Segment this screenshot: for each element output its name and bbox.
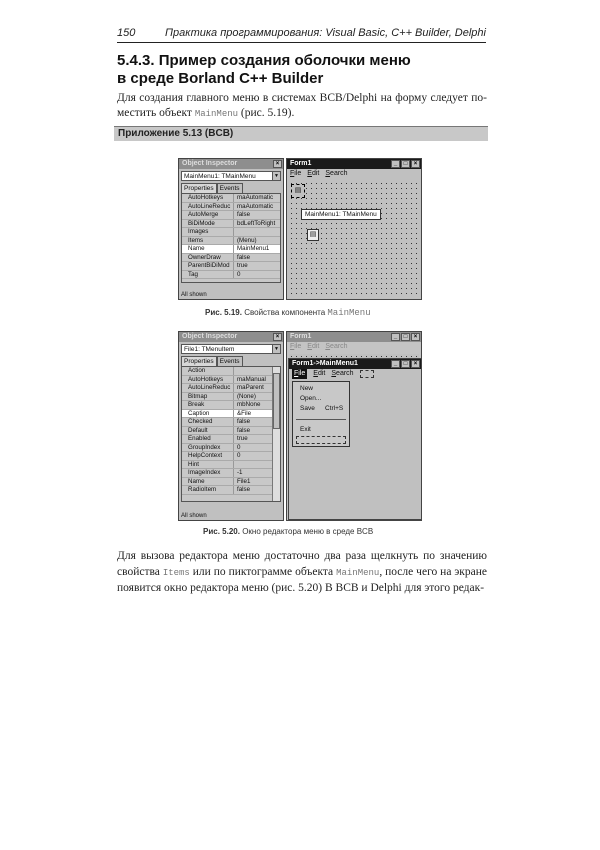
menu-item-new[interactable]: New — [300, 385, 314, 392]
scrollbar[interactable] — [272, 367, 280, 501]
tab-events[interactable]: Events — [217, 183, 243, 193]
menu-item-open[interactable]: Open... — [300, 395, 322, 402]
property-value[interactable]: (None) — [237, 392, 256, 400]
property-value[interactable]: maAutomatic — [237, 202, 274, 210]
property-row[interactable] — [182, 220, 280, 229]
property-value[interactable]: false — [237, 486, 251, 493]
menu-editor-window — [288, 358, 422, 520]
object-inspector-2 — [178, 331, 284, 521]
property-name: Checked — [182, 418, 234, 426]
maximize-icon[interactable]: □ — [401, 160, 410, 168]
property-row[interactable] — [182, 427, 280, 436]
code-items: Items — [162, 567, 190, 578]
form-title-bar: Form1 _ □ × — [287, 332, 421, 342]
property-value[interactable]: false — [237, 211, 251, 218]
paragraph-1: Для создания главного меню в системах BCB/Delphi на форму следует по-местить объект MainMenu (рис. 5.19). — [117, 92, 487, 119]
property-value[interactable]: 0 — [237, 443, 241, 451]
menu-item-exit[interactable]: Exit — [300, 426, 311, 433]
page-header — [117, 27, 486, 43]
tab-properties[interactable]: Properties — [181, 183, 217, 193]
cursor-icon: ▤ — [307, 229, 319, 241]
tab-properties[interactable]: Properties — [181, 356, 217, 366]
inspector-title-bar: Object Inspector × — [179, 332, 283, 342]
property-name: ParentBiDiMod — [182, 262, 234, 270]
component-combo[interactable]: File1: TMenuItem ▼ — [181, 344, 281, 354]
close-icon[interactable]: × — [411, 160, 420, 168]
menu-item-save[interactable]: Save — [300, 405, 315, 412]
status-text: All shown — [181, 513, 207, 519]
property-value[interactable]: &File — [237, 409, 252, 417]
property-name: RadioItem — [182, 486, 234, 494]
property-grid — [181, 193, 281, 283]
property-value[interactable]: -1 — [237, 469, 243, 476]
property-value[interactable]: false — [237, 426, 251, 434]
property-name: AutoLineReduc — [182, 203, 234, 211]
menu-file[interactable]: File — [290, 343, 302, 350]
property-name: Caption — [182, 410, 234, 418]
menu-file[interactable]: File — [290, 170, 302, 177]
property-value[interactable]: 0 — [237, 452, 241, 459]
property-row[interactable] — [182, 435, 280, 444]
property-row[interactable] — [182, 444, 280, 453]
property-row[interactable] — [182, 401, 280, 410]
property-name: AutoHotkeys — [182, 376, 234, 384]
property-row[interactable] — [182, 384, 280, 393]
property-row[interactable] — [182, 469, 280, 478]
menu-placeholder[interactable] — [360, 370, 374, 378]
menu-search[interactable]: Search — [325, 170, 348, 177]
property-name: Bitmap — [182, 393, 234, 401]
maximize-icon[interactable]: □ — [401, 333, 410, 341]
menu-edit[interactable]: Edit — [313, 370, 326, 377]
property-name: Name — [182, 245, 234, 253]
property-row[interactable] — [182, 262, 280, 271]
hint-tooltip: MainMenu1: TMainMenu — [301, 209, 381, 220]
figure-2-caption: Рис. 5.20. Окно редактора меню в среде BCB — [203, 527, 374, 536]
property-value[interactable]: false — [237, 418, 251, 425]
code-mainmenu: MainMenu — [336, 567, 380, 578]
property-value[interactable]: maAutomatic — [237, 194, 274, 201]
property-value[interactable]: maManual — [237, 375, 266, 383]
property-row[interactable] — [182, 254, 280, 263]
property-value[interactable]: mbNone — [237, 401, 261, 408]
property-row[interactable] — [182, 410, 280, 419]
close-icon[interactable]: × — [411, 360, 420, 368]
menu-edit[interactable]: Edit — [307, 343, 320, 350]
property-value[interactable]: true — [237, 262, 248, 269]
editor-menu-bar — [289, 369, 421, 379]
property-row[interactable] — [182, 228, 280, 237]
property-row[interactable] — [182, 237, 280, 246]
status-text: All shown — [181, 292, 207, 298]
property-name: Hint — [182, 461, 234, 469]
component-combo[interactable]: MainMenu1: TMainMenu ▼ — [181, 171, 281, 181]
menu-search[interactable]: Search — [325, 343, 348, 350]
menu-search[interactable]: Search — [331, 370, 354, 377]
property-value[interactable]: true — [237, 435, 248, 442]
property-name: Enabled — [182, 435, 234, 443]
property-name: OwnerDraw — [182, 254, 234, 262]
inspector-title-bar: Object Inspector × — [179, 159, 283, 169]
property-name: Break — [182, 401, 234, 409]
property-value[interactable]: bdLeftToRight — [237, 219, 276, 227]
property-name: HelpContext — [182, 452, 234, 460]
property-name: Images — [182, 228, 234, 236]
menu-edit[interactable]: Edit — [307, 170, 320, 177]
page-number: 150 — [117, 27, 136, 39]
maximize-icon[interactable]: □ — [401, 360, 410, 368]
close-icon[interactable]: × — [273, 160, 282, 168]
property-row[interactable] — [182, 367, 280, 376]
chevron-down-icon[interactable]: ▼ — [272, 345, 280, 353]
property-name: GroupIndex — [182, 444, 234, 452]
scroll-thumb[interactable] — [273, 373, 280, 429]
property-row[interactable] — [182, 376, 280, 385]
property-row[interactable] — [182, 211, 280, 220]
form1-window — [286, 158, 422, 300]
property-name: Items — [182, 237, 234, 245]
property-grid — [181, 366, 281, 502]
minimize-icon[interactable]: _ — [391, 360, 400, 368]
close-icon[interactable]: × — [273, 333, 282, 341]
property-row[interactable] — [182, 203, 280, 212]
menu-editor-title-bar: Form1->MainMenu1 _ □ × — [289, 359, 421, 369]
property-value[interactable]: (Menu) — [237, 236, 257, 244]
section-title: 5.4.3. Пример создания оболочки меню в среде Borland C++ Builder — [117, 52, 411, 87]
file-dropdown — [292, 381, 350, 447]
form-title-bar: Form1 _ □ × — [287, 159, 421, 169]
property-name: AutoMerge — [182, 211, 234, 219]
property-value[interactable]: 0 — [237, 270, 241, 278]
minimize-icon[interactable]: _ — [391, 333, 400, 341]
property-row[interactable] — [182, 418, 280, 427]
property-row[interactable] — [182, 393, 280, 402]
minimize-icon[interactable]: _ — [391, 160, 400, 168]
property-value[interactable] — [234, 228, 280, 236]
appendix-bar: Приложение 5.13 (BCB) — [114, 126, 488, 141]
property-name: Default — [182, 427, 234, 435]
property-row[interactable] — [182, 194, 280, 203]
code-mainmenu: MainMenu — [194, 109, 239, 119]
property-name: ImageIndex — [182, 469, 234, 477]
property-row[interactable] — [182, 478, 280, 487]
property-value[interactable]: false — [237, 253, 251, 261]
property-name: Tag — [182, 271, 234, 279]
property-row[interactable] — [182, 461, 280, 470]
mainmenu-component-icon[interactable]: ▤ — [291, 184, 305, 198]
property-row[interactable] — [182, 452, 280, 461]
shortcut-save: Ctrl+S — [325, 405, 344, 412]
property-name: Name — [182, 478, 234, 486]
property-row[interactable] — [182, 245, 280, 254]
property-name: AutoHotkeys — [182, 194, 234, 202]
menu-item-placeholder[interactable] — [296, 436, 346, 444]
property-value[interactable]: MainMenu1 — [237, 245, 270, 252]
property-row[interactable] — [182, 486, 280, 495]
figure-1-caption: Рис. 5.19. Свойства компонента MainMenu — [205, 308, 371, 318]
form-menu-bar — [287, 342, 421, 352]
property-name: Action — [182, 367, 234, 375]
paragraph-2: Для вызова редактора меню достаточно два раза щелкнуть по значению свойства Items или по пиктограмме объекта MainMenu, после чего на экране появится окно редактора меню (рис. 5.20) В BCB и Delphi для этого редак- — [117, 550, 488, 594]
property-name: AutoLineReduc — [182, 384, 234, 392]
property-row[interactable] — [182, 271, 280, 280]
close-icon[interactable]: × — [411, 333, 420, 341]
property-value[interactable]: File1 — [237, 477, 251, 485]
chevron-down-icon[interactable]: ▼ — [272, 172, 280, 180]
property-value[interactable]: maParent — [237, 384, 264, 391]
tab-events[interactable]: Events — [217, 356, 243, 366]
menu-file[interactable]: File — [294, 370, 306, 377]
form-menu-bar — [287, 169, 421, 179]
running-title: Практика программирования: Visual Basic, C++ Builder, Delphi — [165, 27, 486, 39]
object-inspector-1 — [178, 158, 284, 300]
menu-divider — [296, 419, 346, 420]
property-name: BiDiMode — [182, 220, 234, 228]
